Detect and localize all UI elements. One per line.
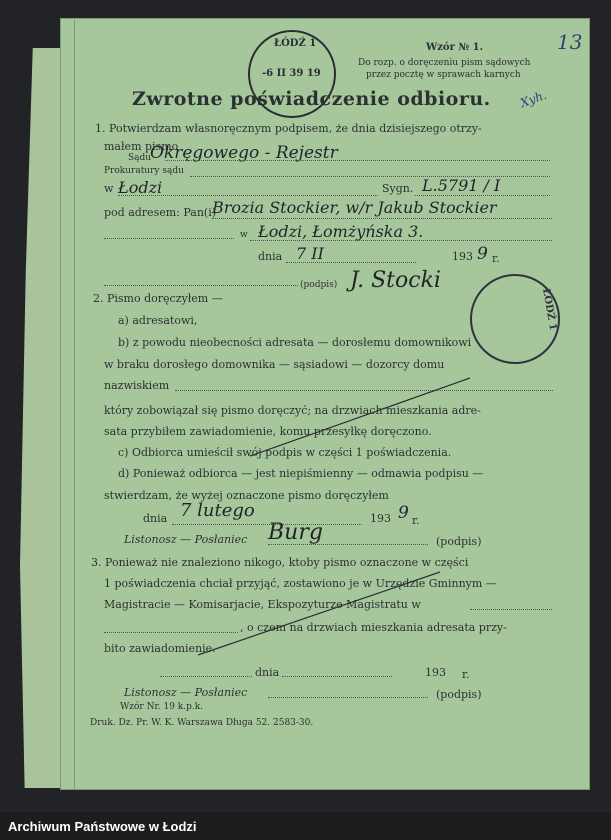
- label-pod-adresem: pod adresem: Pan(i): [104, 206, 217, 219]
- p2-listonosz: Listonosz — Posłaniec: [124, 533, 248, 546]
- handwritten-day: 7 II: [296, 244, 324, 263]
- p2-d-line1: d) Ponieważ odbiorca — jest niepiśmienny — odmawia podpisu —: [118, 467, 484, 480]
- label-193: 193: [452, 250, 473, 263]
- postmark-city: ŁÓDŹ 1: [274, 38, 317, 49]
- p2-d-line2: stwierdzam, że wyżej oznaczone pismo doręczyłem: [104, 489, 389, 502]
- handwritten-court: Okręgowego - Rejestr: [150, 143, 338, 163]
- handwritten-addressee: Brozia Stockier, w/r Jakub Stockier: [212, 198, 497, 217]
- strike-line-section3: [198, 572, 440, 655]
- p3-193: 193: [425, 666, 446, 679]
- p3-line2: 1 poświadczenia chciał przyjąć, zostawiono je w Urzędzie Gminnym —: [104, 577, 497, 590]
- p2-r: r.: [412, 514, 420, 527]
- label-sadu: Sądu: [128, 153, 152, 163]
- archive-name: Archiwum Państwowe w Łodzi: [8, 819, 197, 834]
- label-w2: w: [240, 230, 248, 240]
- handwritten-delivery-date: 7 lutego: [180, 500, 255, 521]
- p2-193: 193: [370, 512, 391, 525]
- p3-line5: bito zawiadomienie.: [104, 642, 216, 655]
- label-w: w: [104, 182, 114, 195]
- label-prokuratury: Prokuratury sądu: [104, 166, 184, 176]
- p3-dnia: dnia: [255, 666, 280, 679]
- p2-podpis: (podpis): [436, 535, 482, 548]
- label-dnia: dnia: [258, 250, 283, 263]
- handwritten-address: Łodzi, Łomżyńska 3.: [258, 222, 424, 241]
- p3-line1: 3. Ponieważ nie znaleziono nikogo, ktoby pismo oznaczone w części: [91, 556, 469, 569]
- form-note-line1: Do rozp. o doręczeniu pism sądowych: [358, 58, 531, 68]
- printer-line: Druk. Dz. Pr. W. K. Warszawa Długa 52. 2583-30.: [90, 718, 314, 728]
- handwritten-year-digit: 9: [477, 244, 488, 264]
- strike-line-section2: [250, 378, 470, 456]
- p3-r: r.: [462, 668, 470, 681]
- handwritten-margin-note: Xyh.: [518, 87, 549, 111]
- handwritten-signature: J. Stocki: [350, 268, 441, 293]
- p2-heading: 2. Pismo doręczyłem —: [93, 292, 223, 305]
- p2-b-line2: w braku dorosłego domownika — sąsiadowi — dozorcy domu: [104, 358, 445, 371]
- p1-line1: 1. Potwierdzam własnoręcznym podpisem, że dnia dzisiejszego otrzy-: [95, 122, 482, 135]
- form-note-line2: przez pocztę w sprawach karnych: [366, 70, 521, 80]
- label-r: r.: [492, 252, 500, 265]
- handwritten-signature-number: L.5791 / I: [422, 176, 501, 195]
- label-sygn: Sygn.: [382, 182, 414, 195]
- p2-b-line4: który zobowiązał się pismo doręczyć; na drzwiach mieszkania adre-: [104, 404, 481, 417]
- p1-line2: małem pismo: [104, 140, 179, 153]
- label-podpis: (podpis): [300, 280, 338, 290]
- form-number: Wzór № 1.: [426, 42, 484, 53]
- p2-b-line3: nazwiskiem: [104, 379, 170, 392]
- p2-b-line1: b) z powodu nieobecności adresata — dorosłemu domownikowi: [118, 336, 472, 349]
- document-title: Zwrotne poświadczenie odbioru.: [132, 88, 491, 110]
- handwritten-postman-signature: Burg: [268, 520, 323, 545]
- p3-listonosz: Listonosz — Posłaniec: [124, 686, 248, 699]
- p3-line3: Magistracie — Komisarjacie, Ekspozyturze Magistratu w: [104, 598, 421, 611]
- p3-podpis: (podpis): [436, 688, 482, 701]
- page-number: 13: [557, 30, 583, 54]
- wzor-number: Wzór Nr. 19 k.p.k.: [120, 702, 204, 712]
- side-postmark-city: ŁÓDŹ 1: [540, 287, 559, 332]
- handwritten-city: Łodzi: [118, 178, 163, 197]
- p2-a: a) adresatowi,: [118, 314, 198, 327]
- p2-dnia: dnia: [143, 512, 168, 525]
- postmark-date: -6 II 39 19: [262, 68, 321, 79]
- footer-bar: [0, 812, 611, 840]
- p2-b-line5: sata przybiłem zawiadomienie, komu przesyłkę doręczono.: [104, 425, 432, 438]
- p2-c: c) Odbiorca umieścił swój podpis w części 1 poświadczenia.: [118, 446, 452, 459]
- handwritten-p2-year: 9: [398, 503, 409, 523]
- p3-line4: , o czem na drzwiach mieszkania adresata przy-: [240, 621, 507, 634]
